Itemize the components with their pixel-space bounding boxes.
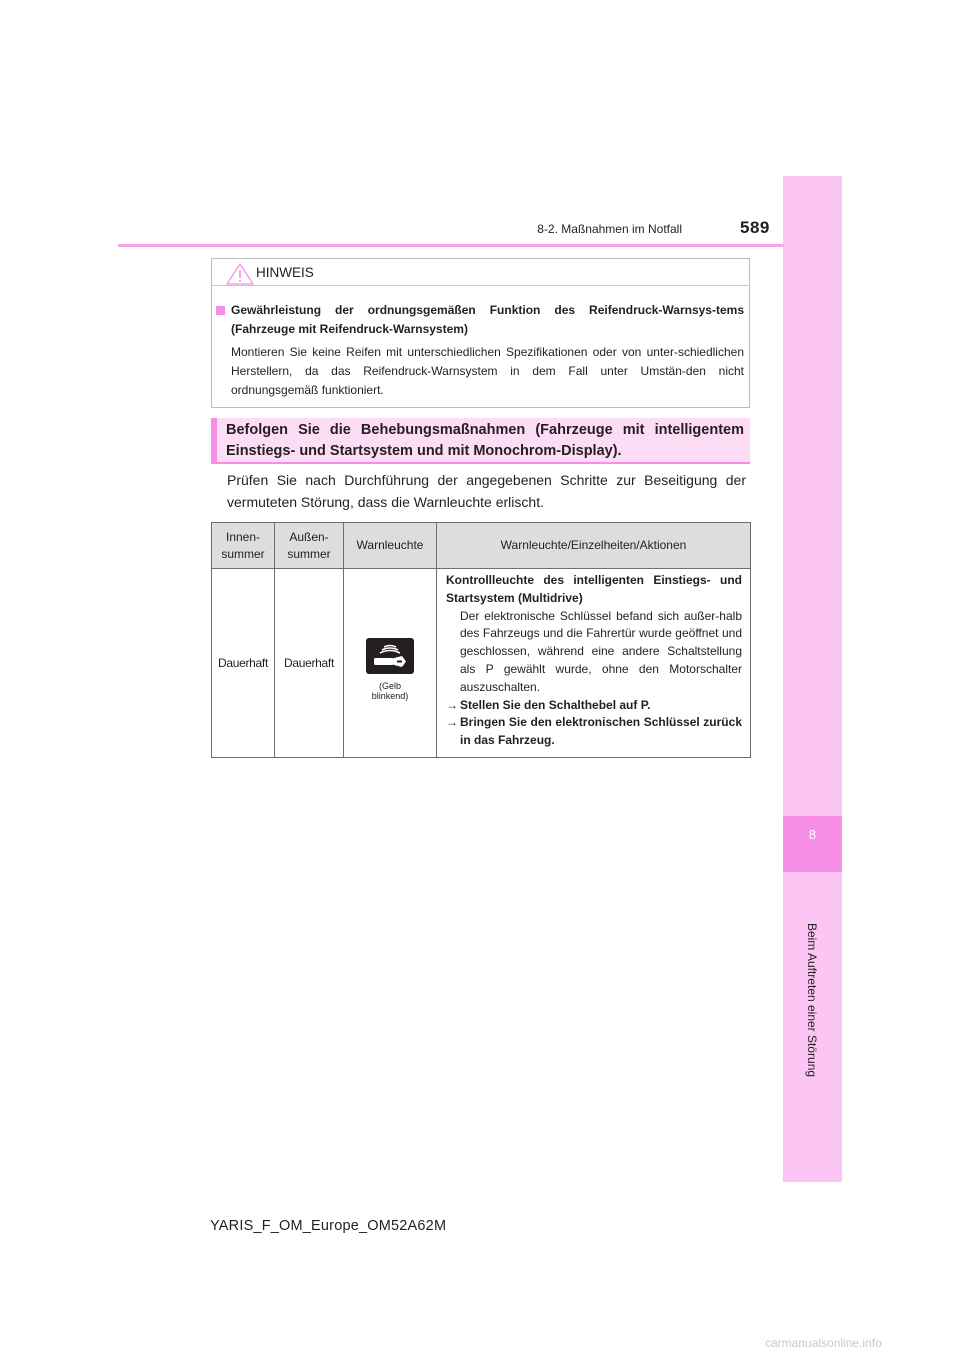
watermark: carmanualsonline.info: [765, 1336, 882, 1350]
notice-box: [211, 258, 750, 408]
warning-light-caption-2: blinkend): [371, 691, 409, 702]
intro-paragraph: Prüfen Sie nach Durchführung der angegebenen Schritte zur Beseitigung der vermuteten Störung, dass die Warnleuchte erlischt.: [227, 472, 746, 510]
chapter-tab: [783, 816, 842, 872]
details-title: Kontrollleuchte des intelligenten Einstiegs- und Startsystem (Multidrive): [446, 573, 742, 605]
action-item: [446, 714, 742, 750]
arrow-right-icon: →: [446, 715, 458, 730]
bullet-square-icon: [216, 306, 225, 315]
notice-item-text: Montieren Sie keine Reifen mit unterschiedlichen Spezifikationen oder von unter-schiedlichen Herstellern, da das Reifendruck-Warnsystem in dem Fall unter Umstän-den nicht ordnungsgemäß funktioniert.: [231, 345, 744, 397]
table-row: [212, 569, 751, 758]
table-header-row: [212, 523, 751, 569]
section-heading: [211, 418, 750, 464]
details-description: Der elektronische Schlüssel befand sich außer-halb des Fahrzeugs und die Fahrertür wurde geöffnet und geschlossen, während eine andere Schaltstellung als P gewählt wurde, ohne den Motorschalter auszuschalten.: [460, 608, 742, 694]
arrow-right-icon: →: [446, 697, 458, 712]
page-number: 589: [740, 218, 770, 237]
header-outer-buzzer: Außen- summer: [275, 523, 344, 569]
inner-buzzer-value: Dauerhaft: [212, 569, 275, 758]
notice-item-title: Gewährleistung der ordnungsgemäßen Funktion des Reifendruck-Warnsys-tems (Fahrzeuge mit Reifendruck-Warnsystem): [231, 303, 744, 336]
header-rule: [118, 244, 784, 247]
chapter-heading: 8-2. Maßnahmen im Notfall: [537, 222, 682, 236]
chapter-tab-title: Beim Auftreten einer Störung: [805, 922, 819, 1078]
notice-header: [212, 259, 749, 286]
action-text: Bringen Sie den elektronischen Schlüssel zurück in das Fahrzeug.: [460, 715, 742, 748]
outer-buzzer-value: Dauerhaft: [275, 569, 344, 758]
notice-body: [216, 301, 744, 400]
action-text: Stellen Sie den Schalthebel auf P.: [460, 697, 651, 712]
warning-light-cell: [344, 569, 437, 758]
action-item: [446, 697, 742, 715]
details-cell: [437, 569, 751, 758]
section-title: Befolgen Sie die Behebungsmaßnahmen (Fahrzeuge mit intelligentem Einstiegs- und Startsystem und mit Monochrom-Display).: [226, 422, 744, 459]
section-accent-bar: [211, 418, 217, 464]
warning-table: [211, 522, 751, 758]
chapter-tab-number: 8: [808, 827, 817, 842]
smart-key-system-warning-icon: [366, 638, 414, 674]
notice-item: [216, 301, 744, 339]
notice-title: HINWEIS: [256, 265, 314, 280]
warning-light-caption-1: (Gelb: [378, 681, 401, 692]
header-details: Warnleuchte/Einzelheiten/Aktionen: [437, 523, 751, 569]
header-inner-buzzer: Innen- summer: [212, 523, 275, 569]
warning-triangle-icon: [226, 263, 254, 285]
header-warning-light: Warnleuchte: [344, 523, 437, 569]
document-code: YARIS_F_OM_Europe_OM52A62M: [210, 1218, 447, 1234]
